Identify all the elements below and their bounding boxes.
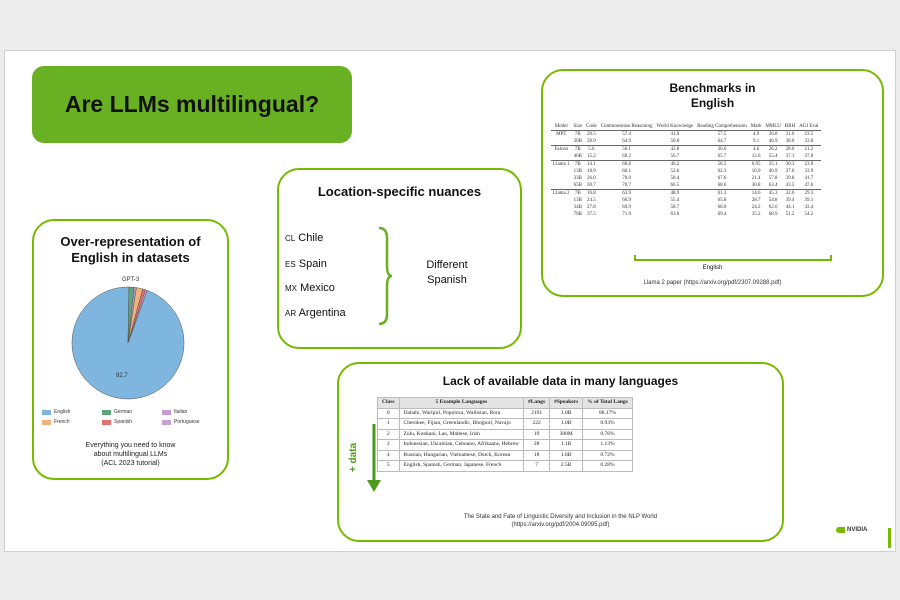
legend-item-english: English [42,409,70,415]
benchmarks-cell: 67.6 [717,176,727,181]
benchmarks-cell: 39.1 [804,198,814,203]
benchmarks-cell: 57.4 [599,131,655,139]
benchmarks-row [551,131,821,139]
benchmarks-cell: 65B [573,183,582,188]
benchmarks-cell: 12.6 [751,154,761,159]
languages-cell: 2191 [524,408,550,419]
benchmarks-cell: 16.8 [584,190,599,198]
benchmarks-cell: 18.9 [587,169,596,174]
languages-cell: 2.5B [550,461,583,472]
languages-row [378,461,633,472]
languages-cell: 222 [524,419,550,430]
benchmarks-cell: 10.9 [751,169,761,174]
slide-title-box [32,66,352,143]
benchmarks-model-cell: Llama 2 [553,191,570,196]
benchmarks-cell: 56.1 [599,146,655,154]
benchmarks-cell: 46.9 [768,169,778,174]
benchmarks-cell: 38.0 [785,139,795,144]
languages-cell: English, Spanish, German, Japanese, French [399,461,523,472]
languages-cell: 0.76% [583,429,633,440]
benchmarks-cell: 47.6 [804,183,814,188]
languages-cell: 3 [378,440,400,451]
benchmarks-caption[interactable]: Llama 2 paper (https://arxiv.org/pdf/2307.09288.pdf) [643,280,782,286]
over-representation-title-line2: English in datasets [71,250,190,265]
languages-header-cell: Class [378,398,400,409]
benchmarks-cell: 43.4 [804,205,814,210]
benchmarks-cell: 70B [573,212,582,217]
location-card [277,168,522,349]
benchmarks-cell: 46.9 [768,139,778,144]
benchmarks-cell: 30.3 [783,161,797,169]
benchmarks-cell: 24.2 [751,205,761,210]
legend-item-italian: Italian [162,409,187,415]
benchmarks-model-cell [551,168,572,175]
pie-slice-label: 92.7 [116,373,128,379]
benchmarks-cell: 39.4 [785,198,795,203]
languages-cell: 7 [524,461,550,472]
benchmarks-cell: 69.9 [622,205,631,210]
languages-cell: 0.28% [583,461,633,472]
location-title: Location-specific nuances [317,184,482,199]
benchmarks-cell: 23.5 [797,131,820,139]
languages-cell: 1.6B [550,450,583,461]
benchmarks-cell: 66.1 [622,169,631,174]
pie-chart [68,283,188,403]
benchmarks-header-cell: AGI Eval [799,124,819,129]
benchmarks-cell: 31.0 [783,131,797,139]
benchmarks-model-cell [551,175,572,182]
languages-row [378,419,633,430]
benchmarks-cell: 42.8 [655,146,696,154]
benchmarks-header-cell: BBH [784,124,796,129]
benchmarks-header-cell: Commonsense Reasoning [600,124,653,129]
benchmarks-cell: 24.5 [587,198,596,203]
benchmarks-header-cell: Model [554,124,568,129]
benchmarks-row [551,197,821,204]
benchmarks-cell: 21.2 [797,146,820,154]
languages-cell: 88.17% [583,408,633,419]
languages-cell: Zulu, Konkani, Lao, Maltese, Irish [399,429,523,440]
benchmarks-cell: 58.7 [670,205,680,210]
lack-data-caption: The State and Fate of Linguistic Diversity and Inclusion in the NLP World (https://arxiv.org/pdf/2004.09095.pdf) [463,514,658,528]
benchmarks-row [551,175,821,182]
benchmarks-table [551,123,821,218]
benchmarks-cell: 4.9 [749,131,764,139]
benchmarks-cell: 66.9 [622,198,631,203]
languages-cell: 4 [378,450,400,461]
legend-swatch-german [102,410,111,415]
benchmarks-cell: 57.8 [768,176,778,181]
benchmarks-cell: 30.7 [587,183,596,188]
benchmarks-cell: 37.0 [804,154,814,159]
benchmarks-cell: 23.9 [797,161,820,169]
legend-item-spanish: Spanish [102,419,132,425]
benchmarks-cell: 56.7 [670,154,680,159]
languages-header-cell: 5 Example Languages [399,398,523,409]
languages-cell: 1.13% [583,440,633,451]
over-representation-caption: Everything you need to know about multilingual LLMs (ACL 2023 tutorial) [85,442,176,467]
benchmarks-cell: 62.6 [768,205,778,210]
legend-item-german: German [102,409,132,415]
benchmarks-cell: 54.2 [804,212,814,217]
languages-cell: Dahalo, Warlpiri, Popoloca, Wallisian, Bora [399,408,523,419]
benchmarks-cell: 61.3 [695,190,749,198]
benchmarks-cell: 33B [573,176,582,181]
benchmarks-cell: 63.9 [599,190,655,198]
benchmarks-cell: 30B [573,139,582,144]
languages-cell: Cherokee, Fijian, Greenlandic, Bhojpuri, Navajo [399,419,523,430]
benchmarks-cell: 60.8 [599,161,655,169]
pie-chart-title: GPT-3 [121,277,140,283]
benchmarks-cell: 35.1 [763,161,783,169]
benchmarks-cell: 37.1 [785,154,795,159]
benchmarks-cell: 35.2 [751,212,761,217]
languages-cell: 0 [378,408,400,419]
lack-data-title: Lack of available data in many languages [442,374,679,388]
benchmarks-cell: 70.7 [622,183,631,188]
languages-header-cell: #Speakers [550,398,583,409]
benchmarks-cell: 33.9 [804,169,814,174]
over-representation-card [32,219,229,480]
benchmarks-cell: 6.95 [749,161,764,169]
languages-cell: 1.0B [550,419,583,430]
benchmarks-cell: 68.6 [717,183,727,188]
legend-swatch-english [42,410,51,415]
benchmarks-cell: 39.8 [785,176,795,181]
benchmarks-cell: 28.0 [783,146,797,154]
benchmarks-cell: 63.4 [768,183,778,188]
benchmarks-cell: 26.8 [763,131,783,139]
location-result: Different Spanish [426,259,468,286]
benchmarks-cell: 13B [573,169,582,174]
benchmarks-cell: 28.9 [587,139,596,144]
location-item-chile: CL Chile [285,232,324,244]
benchmarks-cell: 41.0 [655,131,696,139]
languages-cell: 2 [378,429,400,440]
benchmarks-cell: 7B [572,146,585,154]
location-item-spain: ES Spain [285,258,327,270]
benchmarks-model-cell [551,138,572,146]
benchmarks-cell: 14.1 [584,161,599,169]
benchmarks-cell: 32.6 [783,190,797,198]
benchmarks-cell: 20.5 [584,131,599,139]
benchmarks-row [551,138,821,146]
benchmarks-model-cell: Falcon [551,146,572,154]
slide-title: Are LLMs multilingual? [64,91,320,117]
benchmarks-cell: 58.5 [695,161,749,169]
benchmarks-cell: 34B [573,205,582,210]
benchmarks-cell: 48.9 [655,190,696,198]
benchmarks-card [541,69,884,297]
benchmarks-model-cell [551,153,572,161]
benchmarks-row [551,146,821,154]
benchmarks-header-cell: World Knowledge [656,124,694,129]
languages-cell: 5 [378,461,400,472]
benchmarks-cell: 44.1 [785,205,795,210]
benchmarks-header-cell: Size [573,124,583,129]
benchmarks-model-cell [551,197,572,204]
benchmarks-row [551,161,821,169]
benchmarks-cell: 15.2 [587,154,596,159]
benchmarks-cell: 28.7 [751,198,761,203]
nvidia-logo-icon [836,527,845,533]
benchmarks-cell: 9.1 [752,139,760,144]
benchmarks-cell: 69.4 [717,212,727,217]
curly-brace-icon [377,226,393,326]
location-item-mexico: MX Mexico [285,282,335,294]
benchmarks-model-cell [551,204,572,211]
benchmarks-cell: 68.0 [717,205,727,210]
languages-header-cell: #Langs [524,398,550,409]
languages-table [377,397,633,472]
over-representation-title [34,234,227,266]
benchmarks-cell: 4.6 [749,146,764,154]
location-item-argentina: AR Argentina [285,307,346,319]
languages-cell: 19 [524,429,550,440]
benchmarks-row [551,182,821,190]
benchmarks-cell: 57.5 [695,131,749,139]
benchmarks-title: Benchmarks in English [669,81,756,110]
benchmarks-cell: 36.0 [695,146,749,154]
languages-cell: 300M [550,429,583,440]
benchmarks-model-cell [551,211,572,218]
languages-cell: 1 [378,419,400,430]
benchmarks-cell: 45.3 [763,190,783,198]
benchmarks-cell: 7B [572,161,585,169]
languages-row [378,450,633,461]
languages-header-cell: % of Total Langs [583,398,633,409]
over-representation-title-line1: Over-representation of [60,234,201,249]
legend-item-french: French [42,419,70,425]
benchmarks-row [551,190,821,198]
languages-row [378,440,633,451]
benchmarks-model-cell: MPT [551,131,572,139]
languages-cell: 8.93% [583,419,633,430]
benchmarks-under-label: English [702,265,723,271]
benchmarks-cell: 26.2 [763,146,783,154]
benchmarks-cell: 50.0 [670,139,680,144]
benchmarks-cell: 26.0 [587,176,596,181]
languages-cell: 28 [524,440,550,451]
more-data-label: + data [348,442,360,473]
benchmarks-cell: 60.5 [670,183,680,188]
benchmarks-cell: 21.4 [751,176,761,181]
benchmarks-cell: 37.5 [587,212,596,217]
pie-legend [42,407,222,431]
languages-cell: 1.0B [550,408,583,419]
benchmarks-cell: 70.0 [622,176,631,181]
benchmarks-cell: 71.9 [622,212,631,217]
benchmarks-cell: 5.6 [584,146,599,154]
benchmarks-cell: 54.8 [768,198,778,203]
benchmarks-cell: 7B [572,131,585,139]
languages-cell: Russian, Hungarian, Vietnamese, Dutch, Korean [399,450,523,461]
benchmarks-cell: 65.7 [717,154,727,159]
legend-swatch-portuguese [162,420,171,425]
benchmarks-cell: 63.6 [670,212,680,217]
legend-item-portuguese: Portuguese [162,419,200,425]
languages-cell: Indonesian, Ukrainian, Cebuano, Afrikaans, Hebrew [399,440,523,451]
benchmarks-cell: 40B [573,154,582,159]
benchmarks-cell: 64.9 [622,139,631,144]
slide-accent-bar [888,528,891,548]
benchmarks-cell: 62.3 [717,169,727,174]
benchmarks-header-cell: Reading Comprehension [697,124,747,129]
benchmarks-row [551,153,821,161]
benchmarks-cell: 65.8 [717,198,727,203]
benchmarks-cell: 69.2 [622,154,631,159]
benchmarks-cell: 33.8 [804,139,814,144]
nvidia-logo: NVIDIA [836,527,867,533]
english-underline [633,254,833,262]
benchmarks-row [551,204,821,211]
legend-swatch-french [42,420,51,425]
benchmarks-cell: 13B [573,198,582,203]
benchmarks-header-cell: Math [750,124,762,129]
benchmarks-cell: 7B [572,190,585,198]
benchmarks-row [551,168,821,175]
benchmarks-model-cell [551,182,572,190]
benchmarks-cell: 64.7 [717,139,727,144]
benchmarks-cell: 14.6 [749,190,764,198]
benchmarks-model-cell: Llama 1 [553,162,570,167]
benchmarks-cell: 68.9 [768,212,778,217]
benchmarks-header-cell: Code [586,124,597,129]
benchmarks-cell: 27.8 [587,205,596,210]
languages-cell: 1.1B [550,440,583,451]
benchmarks-cell: 52.6 [670,169,680,174]
legend-swatch-spanish [102,420,111,425]
benchmarks-cell: 55.4 [768,154,778,159]
languages-row [378,408,633,419]
benchmarks-cell: 29.3 [797,190,820,198]
benchmarks-cell: 55.4 [670,198,680,203]
benchmarks-header-cell: MMLU [765,124,781,129]
languages-cell: 18 [524,450,550,461]
benchmarks-cell: 46.2 [655,161,696,169]
benchmarks-row [551,211,821,218]
languages-row [378,429,633,440]
benchmarks-cell: 43.5 [785,183,795,188]
benchmarks-cell: 58.4 [670,176,680,181]
legend-swatch-italian [162,410,171,415]
benchmarks-cell: 37.0 [785,169,795,174]
lack-data-card [337,362,784,542]
benchmarks-cell: 30.8 [751,183,761,188]
benchmarks-cell: 51.2 [785,212,795,217]
benchmarks-cell: 41.7 [804,176,814,181]
languages-cell: 0.72% [583,450,633,461]
